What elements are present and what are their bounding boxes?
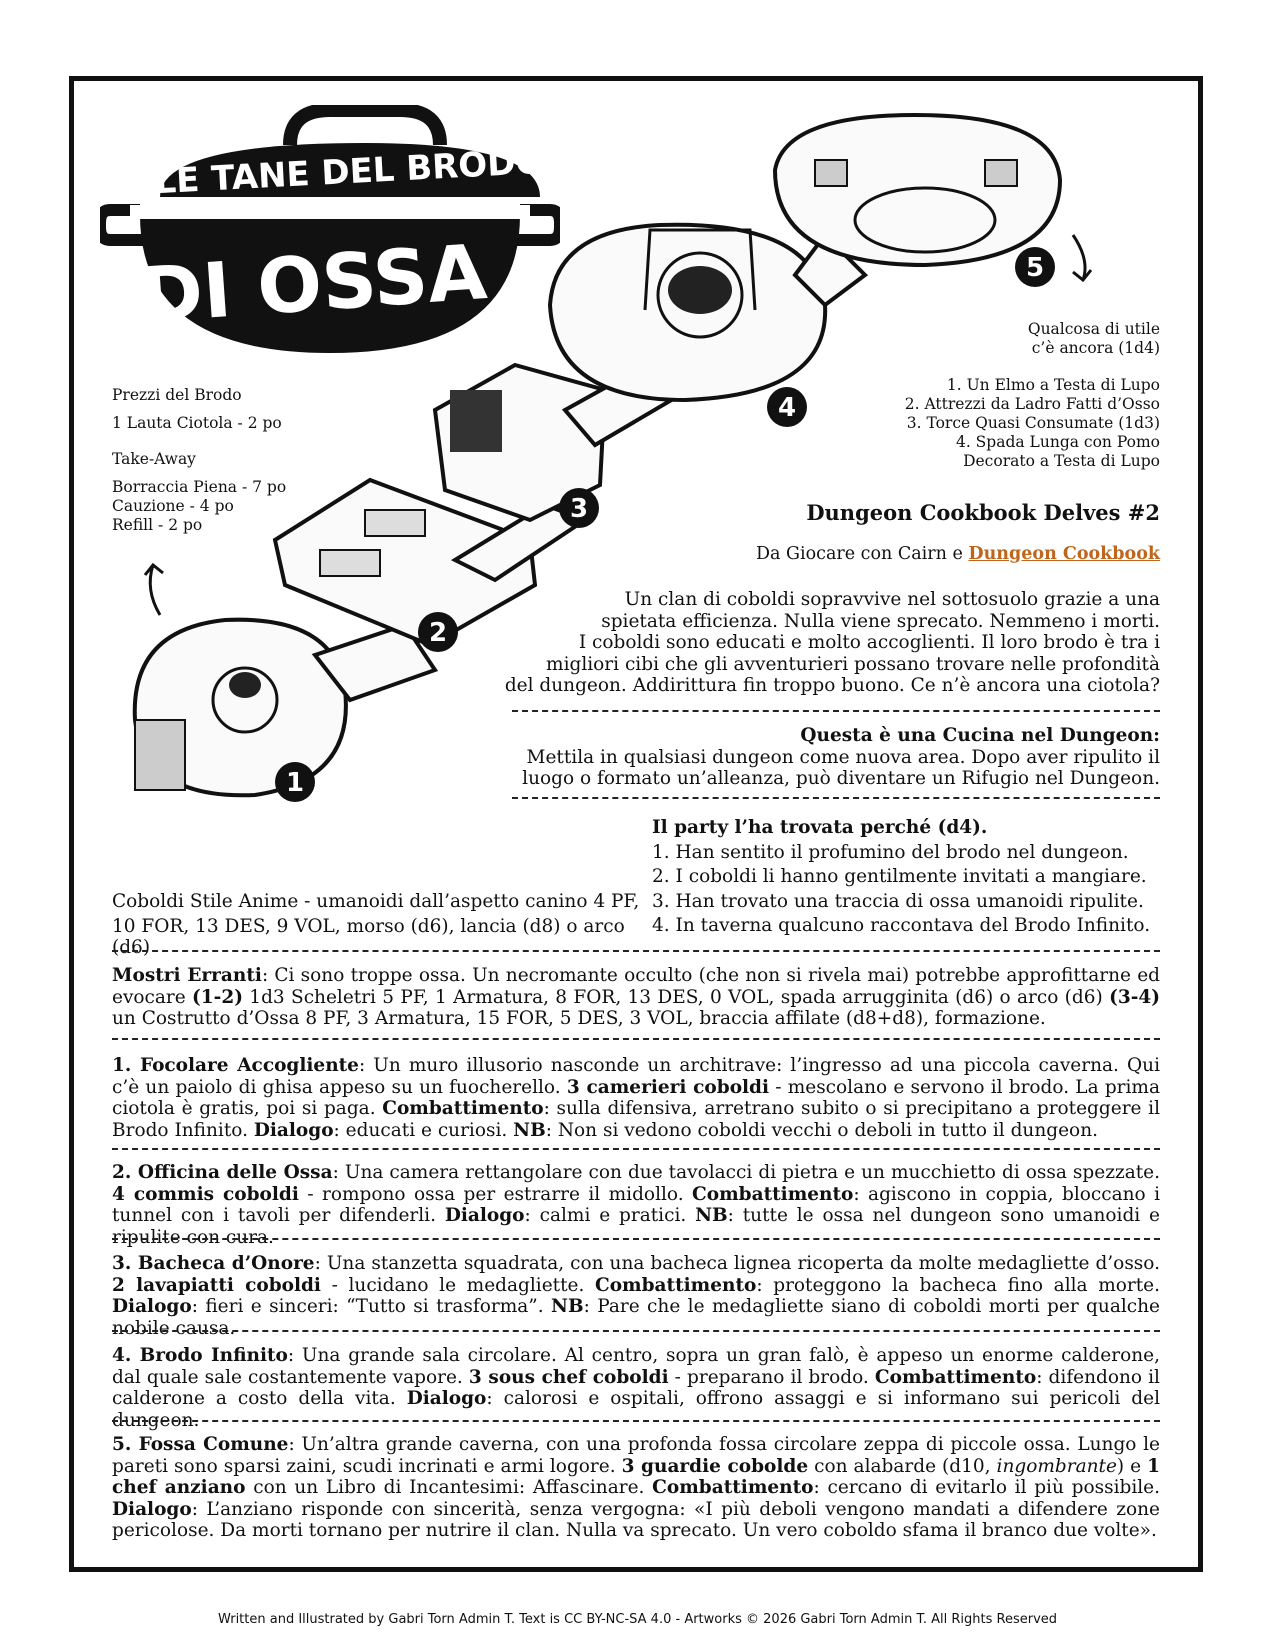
intro-line: spietata efficienza. Nulla viene sprecato. Nemmeno i morti. (601, 610, 1160, 632)
combat-label: Combattimento (652, 1477, 814, 1498)
loot-item: Decorato a Testa di Lupo (963, 452, 1160, 470)
room-label: 5. Fossa Comune (112, 1434, 289, 1455)
loot-item: 2. Attrezzi da Ladro Fatti d’Osso (904, 395, 1160, 413)
room-text: con un Libro di Incantesimi: Affascinare. (245, 1477, 653, 1498)
room-label: 3. Bacheca d’Onore (112, 1253, 315, 1274)
small-pot-icon (229, 672, 261, 698)
dialog-label: Dialogo (444, 1205, 525, 1226)
room-text: : sulla difensiva, arretrano subito o si precipitano a proteggere il Brodo Infinito. (112, 1098, 1160, 1141)
section-label: Mostri Erranti (112, 965, 262, 986)
room-npc: 3 camerieri coboldi (566, 1076, 770, 1098)
room-text: - rompono ossa per estrarre il midollo. (298, 1183, 693, 1205)
room-text: : Un’altra grande caverna, con una profonda fossa circolare zeppa di piccole ossa. Lungo le pareti sono sparsi zaini, scudi incrinati e armi logore. (112, 1434, 1160, 1477)
intro-line: Un clan di coboldi sopravvive nel sottosuolo grazie a una (624, 589, 1160, 610)
room-number-5: 5 (1025, 253, 1045, 283)
cave-room-5 (775, 115, 1060, 265)
room-text: - lucidano le medagliette. (320, 1274, 595, 1296)
party-title: Il party l’ha trovata perché (d4). (652, 817, 988, 838)
room-text: : fieri e sinceri: “Tutto si trasforma”. (191, 1296, 552, 1317)
cauldron-icon (668, 266, 732, 314)
combat-label: Combattimento (874, 1366, 1037, 1388)
dungeon-cookbook-link[interactable]: Dungeon Cookbook (968, 544, 1160, 564)
price-list (112, 386, 342, 535)
wandering-monsters (112, 965, 1160, 1030)
document-title: Dungeon Cookbook Delves #2 (806, 500, 1160, 525)
party-item: 2. I coboldi li hanno gentilmente invitati a mangiare. (652, 866, 1147, 887)
section-text: 1d3 Scheletri 5 PF, 1 Armatura, 8 FOR, 13 DES, 0 VOL, spada arrugginita (d6) o arco (d6) (242, 986, 1110, 1008)
kitchen-line: luogo o formato un’alleanza, può diventare un Rifugio nel Dungeon. (522, 768, 1160, 789)
room-npc: 4 commis coboldi (112, 1183, 299, 1205)
room-4-description (112, 1345, 1160, 1431)
kitchen-note (470, 725, 1160, 790)
kitchen-line: Mettila in qualsiasi dungeon come nuova area. Dopo aver ripulito il (526, 746, 1160, 768)
room-number-3: 3 (569, 494, 589, 524)
dialog-label: Dialogo (112, 1296, 192, 1317)
stone-table-icon-2 (320, 550, 380, 576)
footer-credits: Written and Illustrated by Gabri Torn Admin T. Text is CC BY-NC-SA 4.0 - Artworks © 2026 Gabri Torn Admin T. All Rights Reserved (217, 1612, 1058, 1627)
room-npc: 2 lavapiatti coboldi (112, 1274, 321, 1296)
room-text: : tutte le ossa nel dungeon sono umanoidi e ripulite con cura. (112, 1205, 1160, 1248)
loot-title: c’è ancora (1d4) (1031, 339, 1160, 357)
room-text: : Pare che le medagliette siano di coboldi morti per qualche nobile causa. (112, 1296, 1160, 1339)
dialog-label: Dialogo (253, 1119, 334, 1141)
room-number-1: 1 (285, 768, 305, 798)
treasure-chest-icon-2 (985, 160, 1017, 186)
subtitle-text: Da Giocare con Cairn e (756, 544, 963, 564)
room-text: : Una grande sala circolare. Al centro, sopra un gran falò, è appeso un enorme calderone, dal quale sale costantemente vapore. (112, 1345, 1160, 1388)
divider (112, 950, 1160, 952)
loot-item: 4. Spada Lunga con Pomo (955, 433, 1160, 451)
dice-range: (1-2) (192, 986, 243, 1008)
room-text: - mescolano e servono il brodo. La prima ciotola è gratis, poi si paga. (112, 1076, 1161, 1119)
price-item: Refill - 2 po (112, 516, 203, 534)
party-item: 1. Han sentito il profumino del brodo nel dungeon. (652, 841, 1129, 863)
room-label: 4. Brodo Infinito (112, 1345, 288, 1366)
dice-range: (3-4) (1109, 986, 1160, 1008)
dialog-label: Dialogo (406, 1388, 487, 1409)
room-text: : cercano di evitarlo il più possibile. (813, 1477, 1161, 1498)
divider (512, 797, 1160, 799)
combat-label: Combattimento (594, 1274, 757, 1296)
party-item: 3. Han trovato una traccia di ossa umanoidi ripulite. (652, 890, 1144, 912)
room-text: : proteggono la bacheca fino alla morte. (756, 1274, 1160, 1296)
room-3-description (112, 1253, 1160, 1339)
price-item: Cauzione - 4 po (112, 497, 234, 515)
section-text: : Ci sono troppe ossa. Un necromante occulto (che non si rivela mai) potrebbe approfittarne ed evocare (112, 965, 1160, 1008)
room-number-2: 2 (428, 618, 448, 648)
kobold-stats (112, 891, 652, 959)
room-label: 1. Focolare Accogliente (112, 1055, 359, 1076)
arrow-exit-right-icon (1073, 235, 1091, 280)
room-text: : Una stanzetta squadrata, con una bacheca lignea ricoperta da molte medagliette d’osso. (314, 1253, 1160, 1274)
divider (112, 1038, 1160, 1040)
kobold-stats-line: Coboldi Stile Anime - umanoidi dall’aspetto canino 4 PF, (112, 891, 640, 912)
honor-board-icon (450, 390, 502, 452)
room-text: : difendono il calderone a costo della vita. (112, 1366, 1160, 1409)
divider (112, 1330, 1160, 1332)
party-table (652, 817, 1162, 937)
room-npc: 1 chef anziano (112, 1455, 1160, 1498)
room-1-description (112, 1055, 1160, 1141)
dialog-label: Dialogo (112, 1498, 192, 1520)
loot-title: Qualcosa di utile (1027, 320, 1160, 338)
room-npc: 3 guardie cobolde (621, 1455, 809, 1477)
kitchen-title: Questa è una Cucina nel Dungeon: (800, 725, 1160, 746)
note-label: NB (513, 1119, 546, 1141)
section-text: un Costrutto d’Ossa 8 PF, 3 Armatura, 15 FOR, 5 DES, 3 VOL, braccia affilate (d8+d8), formazione. (112, 1008, 1046, 1029)
price-title: Prezzi del Brodo (112, 386, 242, 404)
divider (112, 1238, 1160, 1240)
intro-line: del dungeon. Addirittura fin troppo buono. Ce n’è ancora una ciotola? (504, 675, 1160, 696)
loot-table (830, 320, 1160, 471)
subtitle (560, 544, 1160, 564)
room-text: : Non si vedono coboldi vecchi o deboli in tutto il dungeon. (545, 1119, 1098, 1141)
logo-title-line2: DI OSSA (136, 227, 490, 341)
cave-room-4 (550, 225, 825, 400)
intro-text (470, 589, 1160, 697)
party-item: 4. In taverna qualcuno raccontava del Brodo Infinito. (652, 915, 1151, 936)
combat-label: Combattimento (692, 1183, 854, 1205)
room-text: : educati e curiosi. (333, 1119, 514, 1141)
intro-line: migliori cibi che gli avventurieri possano trovare nelle profondità (546, 653, 1160, 675)
logo-title-line1: LE TANE DEL BRODO (153, 141, 546, 203)
room-text: : calmi e pratici. (524, 1205, 696, 1226)
intro-line: I coboldi sono educati e molto accoglienti. Il loro brodo è tra i (578, 632, 1160, 653)
divider (112, 1420, 1160, 1422)
room-text: - preparano il brodo. (668, 1366, 875, 1388)
arrow-exit-left-icon (145, 565, 163, 615)
stone-table-icon (365, 510, 425, 536)
room-5-description (112, 1434, 1160, 1542)
room-text: : Un muro illusorio nasconde un architrave: l’ingresso ad una piccola caverna. Qui c’è un paiolo di ghisa appeso su un fuocherello. (112, 1055, 1161, 1098)
treasure-chest-icon (815, 160, 847, 186)
note-label: NB (551, 1296, 584, 1317)
combat-label: Combattimento (382, 1098, 544, 1119)
room-number-4: 4 (777, 393, 797, 423)
room-text: : agiscono in coppia, bloccano i tunnel con i tavoli per difenderli. (112, 1183, 1161, 1226)
price-bowl: 1 Lauta Ciotola - 2 po (112, 414, 282, 432)
room-text: con alabarde (d10, (808, 1455, 997, 1477)
note-label: NB (695, 1205, 728, 1226)
room-label: 2. Officina delle Ossa (112, 1162, 333, 1183)
brick-wall-icon (135, 720, 185, 790)
price-item: Borraccia Piena - 7 po (112, 478, 287, 496)
room-npc: 3 sous chef coboldi (468, 1366, 669, 1388)
divider (112, 1148, 1160, 1150)
loot-item: 3. Torce Quasi Consumate (1d3) (906, 414, 1160, 432)
item-tag: ingombrante (996, 1455, 1117, 1477)
kobold-stats-line: 10 FOR, 13 DES, 9 VOL, morso (d6), lancia (d8) o arco (d6) (112, 915, 625, 958)
loot-item: 1. Un Elmo a Testa di Lupo (946, 376, 1160, 394)
room-2-description (112, 1162, 1160, 1248)
divider (512, 710, 1160, 712)
room-text: : calorosi e ospitali, offrono assaggi e si informano sui pericoli del dungeon. (112, 1388, 1160, 1431)
room-text: ) e (1116, 1455, 1148, 1477)
takeaway-title: Take-Away (112, 450, 196, 468)
room-text: : L’anziano risponde con sincerità, senza vergogna: «I più deboli vengono mandati a difendere zone pericolose. Da morti tornano per nutrire il clan. Nulla va sprecato. Un vero coboldo sfama il branco due volte». (112, 1498, 1160, 1541)
room-text: : Una camera rettangolare con due tavolacci di pietra e un mucchietto di ossa spezzate. (332, 1162, 1160, 1183)
